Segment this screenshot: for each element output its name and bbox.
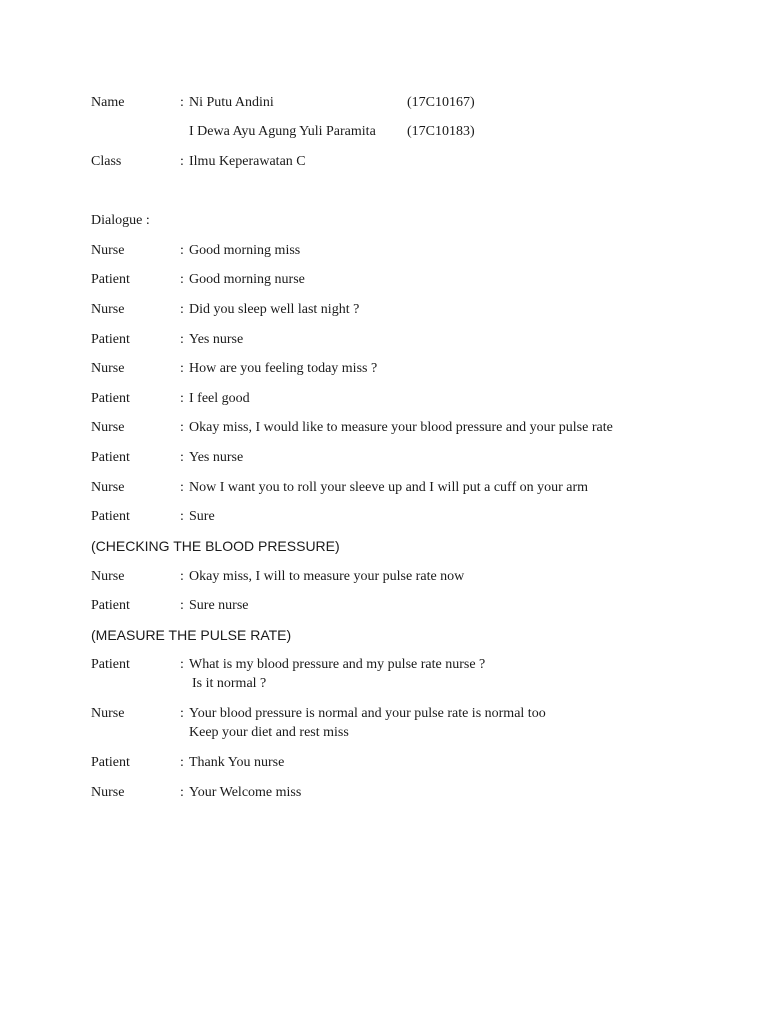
colon: :: [180, 154, 184, 169]
speaker: Nurse: [91, 785, 125, 800]
speech: Thank You nurse: [189, 755, 285, 770]
dialogue-title: Dialogue :: [91, 213, 150, 228]
speaker: Patient: [91, 509, 130, 524]
speaker: Nurse: [91, 420, 125, 435]
speech: I feel good: [189, 391, 250, 406]
colon: :: [180, 243, 184, 258]
colon: :: [180, 272, 184, 287]
speech: Your blood pressure is normal and your pulse rate is normal too: [189, 706, 546, 721]
speaker: Nurse: [91, 480, 125, 495]
speech-continuation: Keep your diet and rest miss: [189, 725, 349, 740]
speech: Good morning miss: [189, 243, 301, 258]
speech: Your Welcome miss: [189, 785, 302, 800]
student-name: Ni Putu Andini: [189, 95, 274, 110]
student-nim: (17C10183): [407, 124, 475, 139]
colon: :: [180, 450, 184, 465]
speaker: Patient: [91, 391, 130, 406]
colon: :: [180, 785, 184, 800]
speaker: Patient: [91, 272, 130, 287]
speaker: Nurse: [91, 706, 125, 721]
student-nim: (17C10167): [407, 95, 475, 110]
class-value: Ilmu Keperawatan C: [189, 154, 306, 169]
speech: Okay miss, I will to measure your pulse rate now: [189, 569, 465, 584]
colon: :: [180, 361, 184, 376]
speaker: Patient: [91, 332, 130, 347]
speech: Did you sleep well last night ?: [189, 302, 360, 317]
speech: Now I want you to roll your sleeve up and I will put a cuff on your arm: [189, 480, 589, 495]
speaker: Nurse: [91, 569, 125, 584]
colon: :: [180, 480, 184, 495]
colon: :: [180, 706, 184, 721]
speech: Okay miss, I would like to measure your blood pressure and your pulse rate: [189, 420, 613, 435]
speaker: Nurse: [91, 243, 125, 258]
student-name: I Dewa Ayu Agung Yuli Paramita: [189, 124, 376, 139]
speaker: Nurse: [91, 361, 125, 376]
colon: :: [180, 598, 184, 613]
name-label: Name: [91, 95, 125, 110]
colon: :: [180, 509, 184, 524]
speaker: Nurse: [91, 302, 125, 317]
speaker: Patient: [91, 657, 130, 672]
stage-direction: (MEASURE THE PULSE RATE): [91, 627, 292, 643]
colon: :: [180, 569, 184, 584]
speech: Sure: [189, 509, 215, 524]
speaker: Patient: [91, 598, 130, 613]
colon: :: [180, 332, 184, 347]
stage-direction: (CHECKING THE BLOOD PRESSURE): [91, 538, 340, 554]
colon: :: [180, 95, 184, 110]
colon: :: [180, 755, 184, 770]
colon: :: [180, 391, 184, 406]
speech: Yes nurse: [189, 332, 244, 347]
speech: Yes nurse: [189, 450, 244, 465]
speech: Good morning nurse: [189, 272, 305, 287]
colon: :: [180, 302, 184, 317]
speech-continuation: Is it normal ?: [192, 676, 267, 691]
speech: What is my blood pressure and my pulse rate nurse ?: [189, 657, 486, 672]
speech: How are you feeling today miss ?: [189, 361, 378, 376]
class-label: Class: [91, 154, 122, 169]
colon: :: [180, 420, 184, 435]
speaker: Patient: [91, 755, 130, 770]
speaker: Patient: [91, 450, 130, 465]
colon: :: [180, 657, 184, 672]
speech: Sure nurse: [189, 598, 249, 613]
